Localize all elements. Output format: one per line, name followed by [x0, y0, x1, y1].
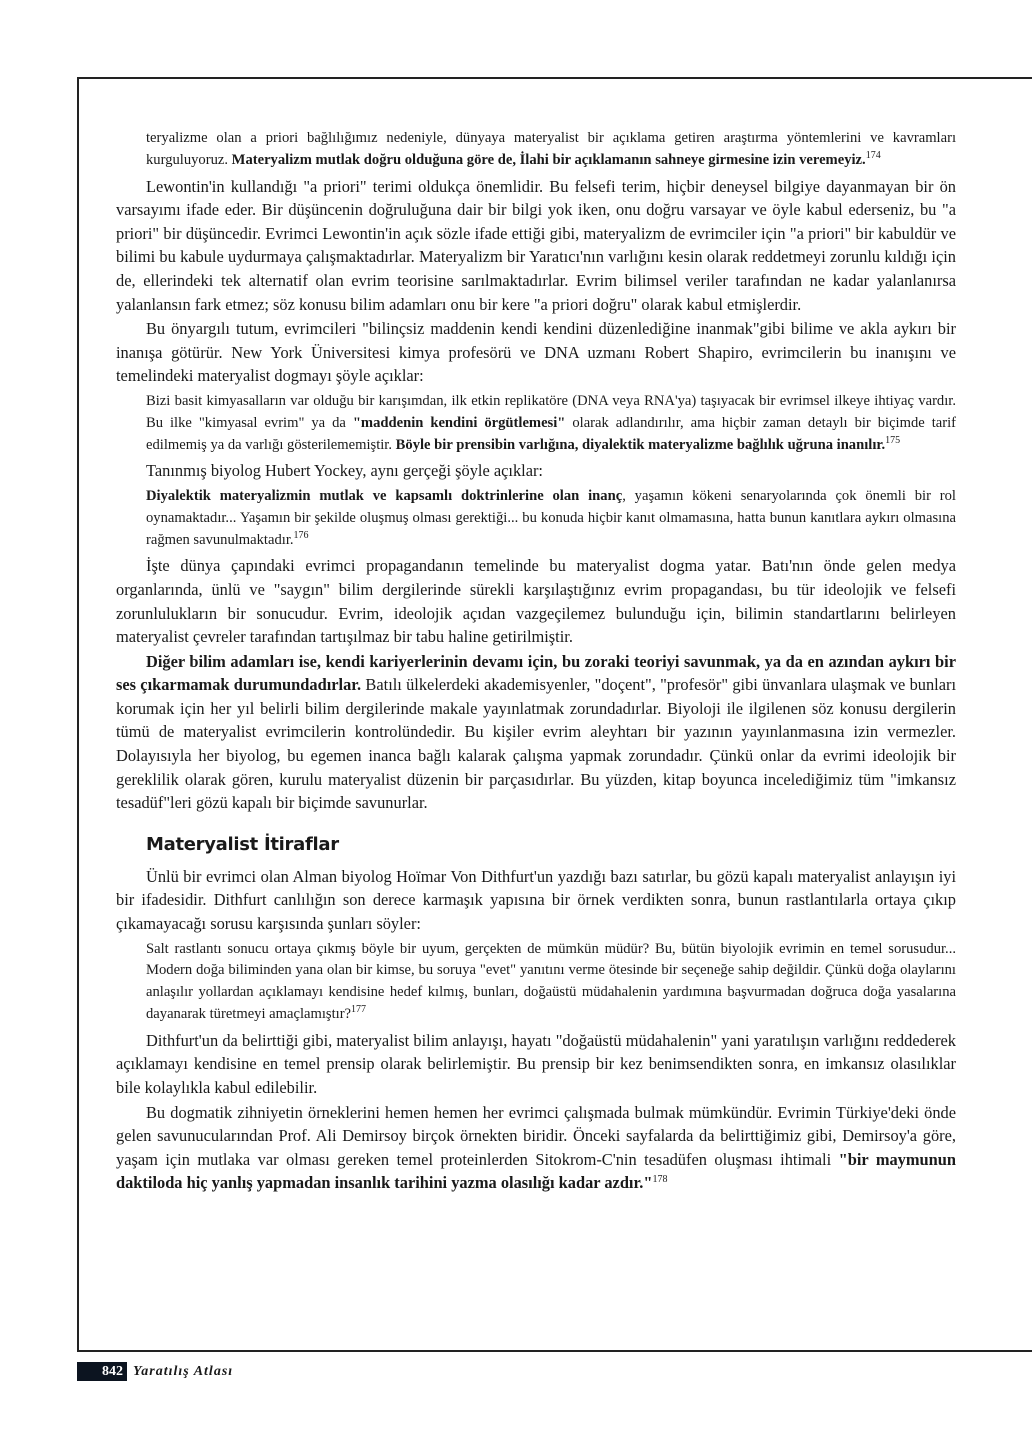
text-run: teryalizme olan a priori bağlılığımız nedeniyle, dünyaya materyalist bir açıklama getiren araştırma yöntemlerini ve kavramları kurguluyoruz.: [146, 130, 956, 168]
emphasis-text: Diyalektik materyalizmin mutlak ve kapsamlı doktrinlerine olan inanç: [146, 487, 623, 504]
emphasis-text: Böyle bir prensibin varlığına, diyalektik materyalizme bağlılık uğruna inanılır.: [395, 436, 886, 453]
page-number: 842: [77, 1362, 127, 1381]
paragraph: [116, 1029, 956, 1100]
text-run: Lewontin'in kullandığı "a priori" terimi oldukça önemlidir. Bu felsefi terim, hiçbir deneysel bilgiye dayanmayan bir ön varsayımı ifade eder. Bir düşüncenin doğruluğuna dair bir bilgi yok iken, onu doğru varsayar ve öyle kabul ederseniz, bu "a priori" bir düşüncedir. Evrimci Lewontin'in açık sözle ifade ettiği gibi, materyalizm de evrimciler için "a priori" bir kabuldür ve bilimi bu kabule uydurmaya çalışmaktadırlar. Materyalizm bir Yaratıcı'nın varlığını kesin olarak reddetmeyi zorunlu kıldığı için de, ellerindeki tek alternatif olan evrim teorisine sarılmaktadırlar. Evrim bilimsel veriler tarafından ne kadar yalanlanırsa yalanlansın fark etmez; söz konusu bilim adamları onu bir kere "a priori doğru" olarak kabul etmişlerdir.: [116, 176, 956, 314]
paragraph: [116, 650, 956, 815]
text-run: Salt rastlantı sonucu ortaya çıkmış böyle bir uyum, gerçekten de mümkün müdür? Bu, bütün biyolojik evrimin en temel sorusudur... Modern doğa biliminden yana olan bir kimse, bu soruya "evet" yanıtını verme ötesinde bir seçeneğe sahip değildir. Çünkü doğa olaylarını anlaşılır yollardan açıklamayı kendisine hedef kılmış, bunları, doğaüstü müdahalenin yardımına başvurmadan doğruca doğa yasalarına dayanarak türetmeyi amaçlamıştır?: [146, 940, 956, 1023]
book-title: Yaratılış Atlası: [133, 1363, 234, 1379]
text-run: , yaşamın kökeni senaryolarında çok önemli bir rol oynamaktadır... Yaşamın bir şekilde oluşmuş olması gerektiği... bu konuda hiçbir kanıt olmamasına, hatta bunun kanıtlara aykırı olmasına rağmen savunulmaktadır.: [146, 487, 956, 548]
page-body: [116, 128, 956, 1195]
text-run: Tanınmış biyolog Hubert Yockey, aynı gerçeği şöyle açıklar:: [146, 461, 543, 481]
block-quote: [116, 486, 956, 551]
footnote-ref: 176: [293, 529, 309, 541]
paragraph: [116, 1101, 956, 1195]
text-run: Ünlü bir evrimci olan Alman biyolog Hoïmar Von Dithfurt'un yazdığı bazı satırlar, bu gözü kapalı materyalist anlayışın iyi bir ifadesidir. Dithfurt canlılığın son derece karmaşık yapısına bir örnek verdikten sonra, bunun rastlantılarla ortaya çıkıp çıkamayacağı sorusu karşısında şunları söyler:: [116, 866, 956, 934]
text-run: Bu önyargılı tutum, evrimcileri "bilinçsiz maddenin kendi kendini düzenlediğine inanmak"gibi bilime ve akla aykırı bir inanışa götürür. New York Üniversitesi kimya profesörü ve DNA uzmanı Robert Shapiro, evrimcilerin bu inanışını ve temelindeki materyalist dogmayı şöyle açıklar:: [116, 319, 956, 386]
emphasis-text: "maddenin kendini örgütlemesi": [352, 414, 566, 431]
text-run: Dithfurt'un da belirttiği gibi, materyalist bilim anlayışı, hayatı "doğaüstü müdahalenin" yani yaratılışın varlığını reddederek açıklamayı kendisine en temel prensip olarak belirlemiştir. Bu prensip bir kez benimsendikten sonra, en imkansız olasılıklar bile kolaylıkla kabul edilebilir.: [116, 1030, 956, 1097]
text-run: Batılı ülkelerdeki akademisyenler, "doçent", "profesör" gibi ünvanlara ulaşmak ve bunları korumak için her yıl belirli bilim dergilerinde makale yayınlatmak zorundadırlar. Biyoloji ile ilgilenen söz konusu dergilerin tümü de materyalist evrimcilerin kontrolündedir. Bu kişiler evrim aleyhtarı bir yazının yayınlanmasına izin vermezler. Dolayısıyla her biyolog, bu egemen inanca bağlı kalarak çalışma yapmak zorundadır. Çünkü onlar da evrimi ideolojik bir gereklilik olarak gören, kurulu materyalist düzenin bir parçasıdırlar. Bu yüzden, kitap boyunca incelediğimiz tüm "imkansız tesadüf"leri gözü kapalı bir biçimde savunurlar.: [116, 675, 957, 813]
block-quote: [116, 391, 956, 456]
text-run: Bizi basit kimyasalların var olduğu bir karışımdan, ilk etkin replikatöre (DNA veya RNA'ya) taşıyacak bir evrimsel ilkeye ihtiyaç vardır. Bu ilke "kimyasal evrim" ya da: [146, 392, 956, 431]
page-footer: [77, 1362, 233, 1381]
footnote-ref: 175: [885, 434, 901, 446]
paragraph: [116, 459, 956, 483]
text-run: olarak adlandırılır, ama hiçbir zaman detaylı bir biçimde tarif edilmemiş ya da varlığı gösterilememiştir.: [146, 414, 956, 453]
paragraph: [116, 554, 956, 648]
block-quote: [116, 939, 956, 1026]
text-run: İşte dünya çapındaki evrimci propagandanın temelinde bu materyalist dogma yatar. Batı'nın önde gelen medya organlarında, ünlü ve "saygın" bilim dergilerinde sürekli karşılaştığınız evrim propagandası, bu tür ideolojik ve felsefi zorunlulukların bir sonucudur. Evrim, ideolojik açıdan vazgeçilemez bulunduğu için, bilimin standartlarını belirleyen materyalist çevreler tarafından tartışılmaz bir tabu haline getirilmiştir.: [116, 556, 956, 647]
text-run: Bu dogmatik zihniyetin örneklerini hemen hemen her evrimci çalışmada bulmak mümkündür. Evrimin Türkiye'deki önde gelen savunucularından Prof. Ali Demirsoy birçok örnekten biridir. Önceki sayfalarda da belirttiğimiz gibi, Demirsoy'a göre, yaşam için mutlaka var olması gereken temel proteinlerden Sitokrom-C'nin tesadüfen oluşması ihtimali: [116, 1102, 956, 1169]
footnote-ref: 174: [865, 149, 881, 161]
text-run: Materyalist İtiraflar: [146, 833, 339, 855]
paragraph: [116, 865, 956, 936]
footnote-ref: 177: [351, 1004, 367, 1016]
emphasis-text: Diğer bilim adamları ise, kendi kariyerlerinin devamı için, bu zoraki teoriyi savunmak, ya da en azından aykırı bir ses çıkarmamak durumundadırlar.: [116, 651, 956, 695]
block-quote: [116, 128, 956, 172]
emphasis-text: Materyalizm mutlak doğru olduğuna göre de, İlahi bir açıklamanın sahneye girmesine izin veremeyiz.: [231, 151, 866, 168]
emphasis-text: "bir maymunun daktiloda hiç yanlış yapmadan insanlık tarihini yazma olasılığı kadar azdır.": [116, 1149, 956, 1193]
section-heading: [146, 833, 956, 857]
paragraph: [116, 175, 956, 317]
paragraph: [116, 317, 956, 388]
footnote-ref: 178: [652, 1174, 668, 1186]
